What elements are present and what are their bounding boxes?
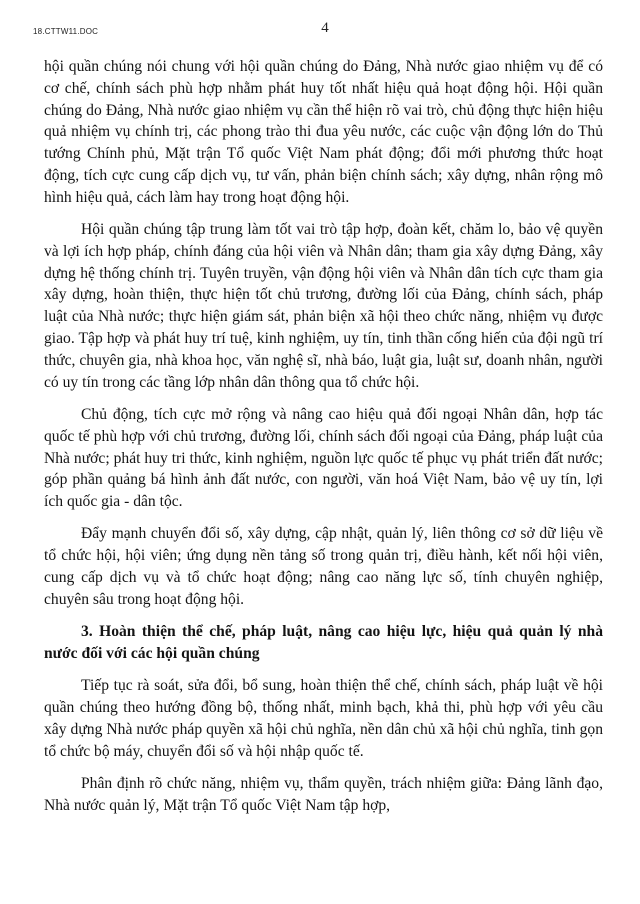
paragraph: Tiếp tục rà soát, sửa đổi, bổ sung, hoàn thiện thể chế, chính sách, pháp luật về hội quần chúng theo hướng đồng bộ, thống nhất, minh bạch, khả thi, phù hợp với yêu cầu xây dựng Nhà nước pháp quyền xã hội chủ nghĩa, nền dân chủ xã hội chủ nghĩa, tinh gọn tổ chức bộ máy, chuyển đổi số và hội nhập quốc tế.	[44, 677, 603, 760]
paragraph: Đẩy mạnh chuyển đổi số, xây dựng, cập nhật, quản lý, liên thông cơ sở dữ liệu về tổ chức hội, hội viên; ứng dụng nền tảng số trong quản trị, điều hành, kết nối hội viên, cung cấp dịch vụ và tổ chức hoạt động; nâng cao năng lực số, tính chuyên nghiệp, chuyên sâu trong hoạt động hội.	[44, 525, 603, 608]
paragraph: Phân định rõ chức năng, nhiệm vụ, thẩm quyền, trách nhiệm giữa: Đảng lãnh đạo, Nhà nước quản lý, Mặt trận Tổ quốc Việt Nam tập hợp,	[44, 774, 603, 814]
paragraph: Chủ động, tích cực mở rộng và nâng cao hiệu quả đối ngoại Nhân dân, hợp tác quốc tế phù hợp với chủ trương, đường lối, chính sách đối ngoại của Đảng, pháp luật của Nhà nước; phát huy tri thức, kinh nghiệm, nguồn lực quốc tế phục vụ phát triển đất nước; góp phần quảng bá hình ảnh đất nước, con người, văn hoá Việt Nam, bảo vệ uy tín, lợi ích quốc gia - dân tộc.	[44, 405, 603, 511]
paragraph: Hội quần chúng tập trung làm tốt vai trò tập hợp, đoàn kết, chăm lo, bảo vệ quyền và lợi ích hợp pháp, chính đáng của hội viên và Nhân dân; tham gia xây dựng Đảng, xây dựng hệ thống chính trị. Tuyên truyền, vận động hội viên và Nhân dân tích cực tham gia xây dựng, hoàn thiện, thực hiện tốt chủ trương, đường lối của Đảng, chính sách, pháp luật của Nhà nước; thực hiện giám sát, phản biện xã hội theo chức năng, nhiệm vụ được giao. Tập hợp và phát huy trí tuệ, kinh nghiệm, uy tín, tinh thần cống hiến của đội ngũ trí thức, chuyên gia, nhà khoa học, văn nghệ sĩ, nhà báo, luật gia, luật sư, doanh nhân, người có uy tín trong các tầng lớp nhân dân thông qua tổ chức hội.	[44, 221, 603, 391]
page-number: 4	[321, 20, 329, 36]
section-heading: 3. Hoàn thiện thể chế, pháp luật, nâng cao hiệu lực, hiệu quả quản lý nhà nước đối với các hội quần chúng	[44, 623, 603, 662]
document-body	[44, 56, 603, 827]
paragraph-continued: hội quần chúng nói chung với hội quần chúng do Đảng, Nhà nước giao nhiệm vụ để có cơ chế, chính sách phù hợp nhằm phát huy tốt nhất hiệu quả hoạt động hội. Hội quần chúng do Đảng, Nhà nước giao nhiệm vụ cần thể hiện rõ vai trò, chủ động thực hiện hiệu quả nhiệm vụ chính trị, các phong trào thi đua yêu nước, các cuộc vận động lớn do Thủ tướng Chính phủ, Mặt trận Tổ quốc Việt Nam phát động; đổi mới phương thức hoạt động, tích cực cung cấp dịch vụ, tư vấn, phản biện chính sách; xây dựng, nhân rộng mô hình hiệu quả, cách làm hay trong hoạt động hội.	[44, 58, 603, 206]
document-code: 18.CTTW11.DOC	[33, 27, 99, 36]
